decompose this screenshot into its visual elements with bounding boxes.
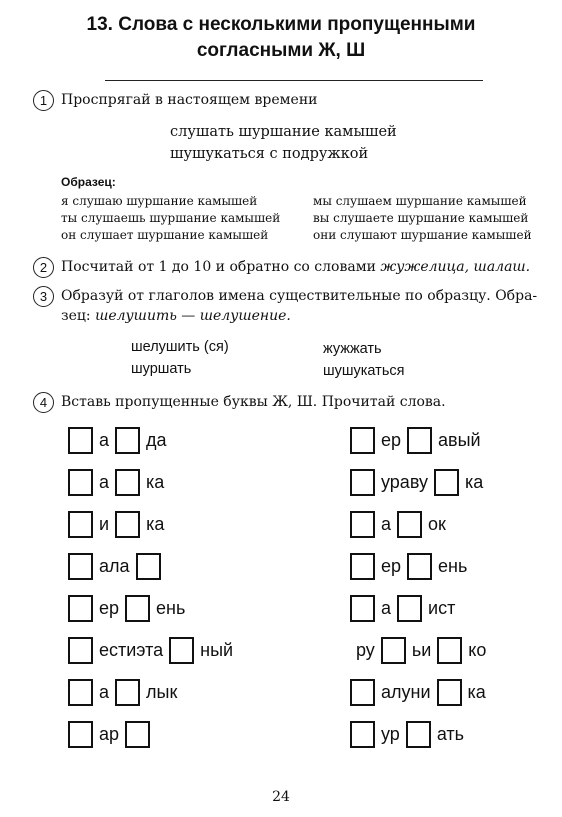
page-title (0, 12, 562, 64)
word-row (350, 593, 461, 623)
word-fragment: ка (146, 513, 165, 534)
word-fragment: ок (428, 513, 446, 534)
word-row (68, 425, 173, 455)
word-fragment: ер (381, 429, 402, 450)
word-fragment: ка (146, 471, 165, 492)
letter-box[interactable] (437, 637, 462, 664)
verb: шелушить (ся) (131, 339, 229, 355)
verbs-right (323, 338, 404, 382)
sample-line: вы слушаете шуршание камышей (313, 211, 529, 225)
word-fragment: ать (436, 723, 465, 744)
instruction-line (61, 306, 537, 326)
word-row (68, 635, 239, 665)
letter-box[interactable] (68, 553, 93, 580)
letter-box[interactable] (68, 469, 93, 496)
word-row (68, 551, 161, 581)
word-row (68, 677, 183, 707)
letter-box[interactable] (68, 721, 93, 748)
letter-box[interactable] (406, 721, 431, 748)
task-instruction: Проспрягай в настоящем времени (61, 92, 318, 108)
letter-box[interactable] (68, 427, 93, 454)
word-fragment: ру (356, 639, 375, 660)
task-number: 1 (33, 90, 54, 111)
word-row (68, 509, 170, 539)
title-line-2: согласными Ж, Ш (196, 40, 366, 61)
word-row (350, 467, 489, 497)
task-number: 3 (33, 286, 54, 307)
word-fragment: ала (99, 555, 130, 576)
verb: шуршать (131, 361, 192, 377)
verb: жужжать (323, 341, 382, 357)
word-fragment: да (146, 429, 167, 450)
letter-box[interactable] (169, 637, 194, 664)
word-fragment: естиэта (99, 639, 164, 660)
word-fragment: алуни (381, 681, 431, 702)
letter-box[interactable] (115, 679, 140, 706)
sample-line: ты слушаешь шуршание камышей (61, 211, 281, 225)
page-number: 24 (272, 789, 290, 805)
task-number: 4 (33, 392, 54, 413)
word-row (350, 551, 473, 581)
instruction-text: Посчитай от 1 до 10 и обратно со словами (61, 259, 381, 275)
verb: шушукаться (323, 363, 405, 379)
letter-box[interactable] (115, 511, 140, 538)
verbs-left (131, 336, 229, 380)
instruction-line: Образуй от глаголов имена существительные по образцу. Обра- (61, 288, 538, 304)
word-fragment: а (381, 513, 392, 534)
letter-box[interactable] (125, 721, 150, 748)
task-instruction: Вставь пропущенные буквы Ж, Ш. Прочитай слова. (61, 394, 446, 410)
task-instruction (61, 257, 530, 277)
phrase: шушукаться с подружкой (170, 146, 369, 162)
word-fragment: и (99, 513, 110, 534)
word-fragment: ка (465, 471, 484, 492)
word-fragment: лык (146, 681, 178, 702)
letter-box[interactable] (125, 595, 150, 622)
letter-box[interactable] (350, 553, 375, 580)
task-instruction (61, 286, 537, 326)
word-row (350, 677, 492, 707)
letter-box[interactable] (437, 679, 462, 706)
letter-box[interactable] (350, 595, 375, 622)
word-fragment: ур (381, 723, 400, 744)
word-fragment: ный (200, 639, 234, 660)
word-row (350, 425, 487, 455)
word-fragment: ка (467, 681, 486, 702)
word-fragment: ер (381, 555, 402, 576)
word-fragment: а (99, 429, 110, 450)
word-row (350, 719, 470, 749)
letter-box[interactable] (68, 679, 93, 706)
letter-box[interactable] (350, 511, 375, 538)
word-row (350, 509, 452, 539)
word-row (68, 593, 191, 623)
instruction-example: шелушить — шелушение. (95, 308, 291, 324)
letter-box[interactable] (350, 721, 375, 748)
letter-box[interactable] (68, 595, 93, 622)
instruction-text: зец: (61, 308, 96, 324)
instruction-words: жужелица, шалаш. (380, 259, 531, 275)
word-fragment: ьи (411, 639, 432, 660)
word-fragment: а (99, 471, 110, 492)
word-fragment: а (381, 597, 392, 618)
word-fragment: ураву (381, 471, 428, 492)
letter-box[interactable] (397, 511, 422, 538)
letter-box[interactable] (115, 427, 140, 454)
letter-box[interactable] (115, 469, 140, 496)
sample-line: он слушает шуршание камышей (61, 228, 269, 242)
letter-box[interactable] (397, 595, 422, 622)
letter-box[interactable] (350, 427, 375, 454)
letter-box[interactable] (381, 637, 406, 664)
word-row (68, 467, 170, 497)
letter-box[interactable] (350, 679, 375, 706)
word-fragment: а (99, 681, 110, 702)
letter-box[interactable] (136, 553, 161, 580)
letter-box[interactable] (434, 469, 459, 496)
word-fragment: авый (438, 429, 481, 450)
phrase: слушать шуршание камышей (170, 124, 397, 140)
letter-box[interactable] (407, 427, 432, 454)
letter-box[interactable] (68, 511, 93, 538)
word-row (68, 719, 150, 749)
sample-line: мы слушаем шуршание камышей (313, 194, 527, 208)
sample-left-column (61, 193, 280, 244)
word-fragment: ко (468, 639, 487, 660)
sample-label: Образец: (61, 175, 116, 189)
word-fragment: ар (99, 723, 120, 744)
word-fragment: ень (156, 597, 186, 618)
task-phrases (170, 121, 397, 165)
sample-right-column (313, 193, 532, 244)
sample-line: я слушаю шуршание камышей (61, 194, 258, 208)
word-row (350, 635, 492, 665)
word-fragment: ень (438, 555, 468, 576)
word-fragment: ер (99, 597, 120, 618)
letter-box[interactable] (68, 637, 93, 664)
letter-box[interactable] (350, 469, 375, 496)
task-number: 2 (33, 257, 54, 278)
letter-box[interactable] (407, 553, 432, 580)
title-line-1: 13. Слова с несколькими пропущенными (86, 14, 476, 35)
sample-line: они слушают шуршание камышей (313, 228, 532, 242)
word-fragment: ист (428, 597, 456, 618)
divider (105, 80, 483, 81)
